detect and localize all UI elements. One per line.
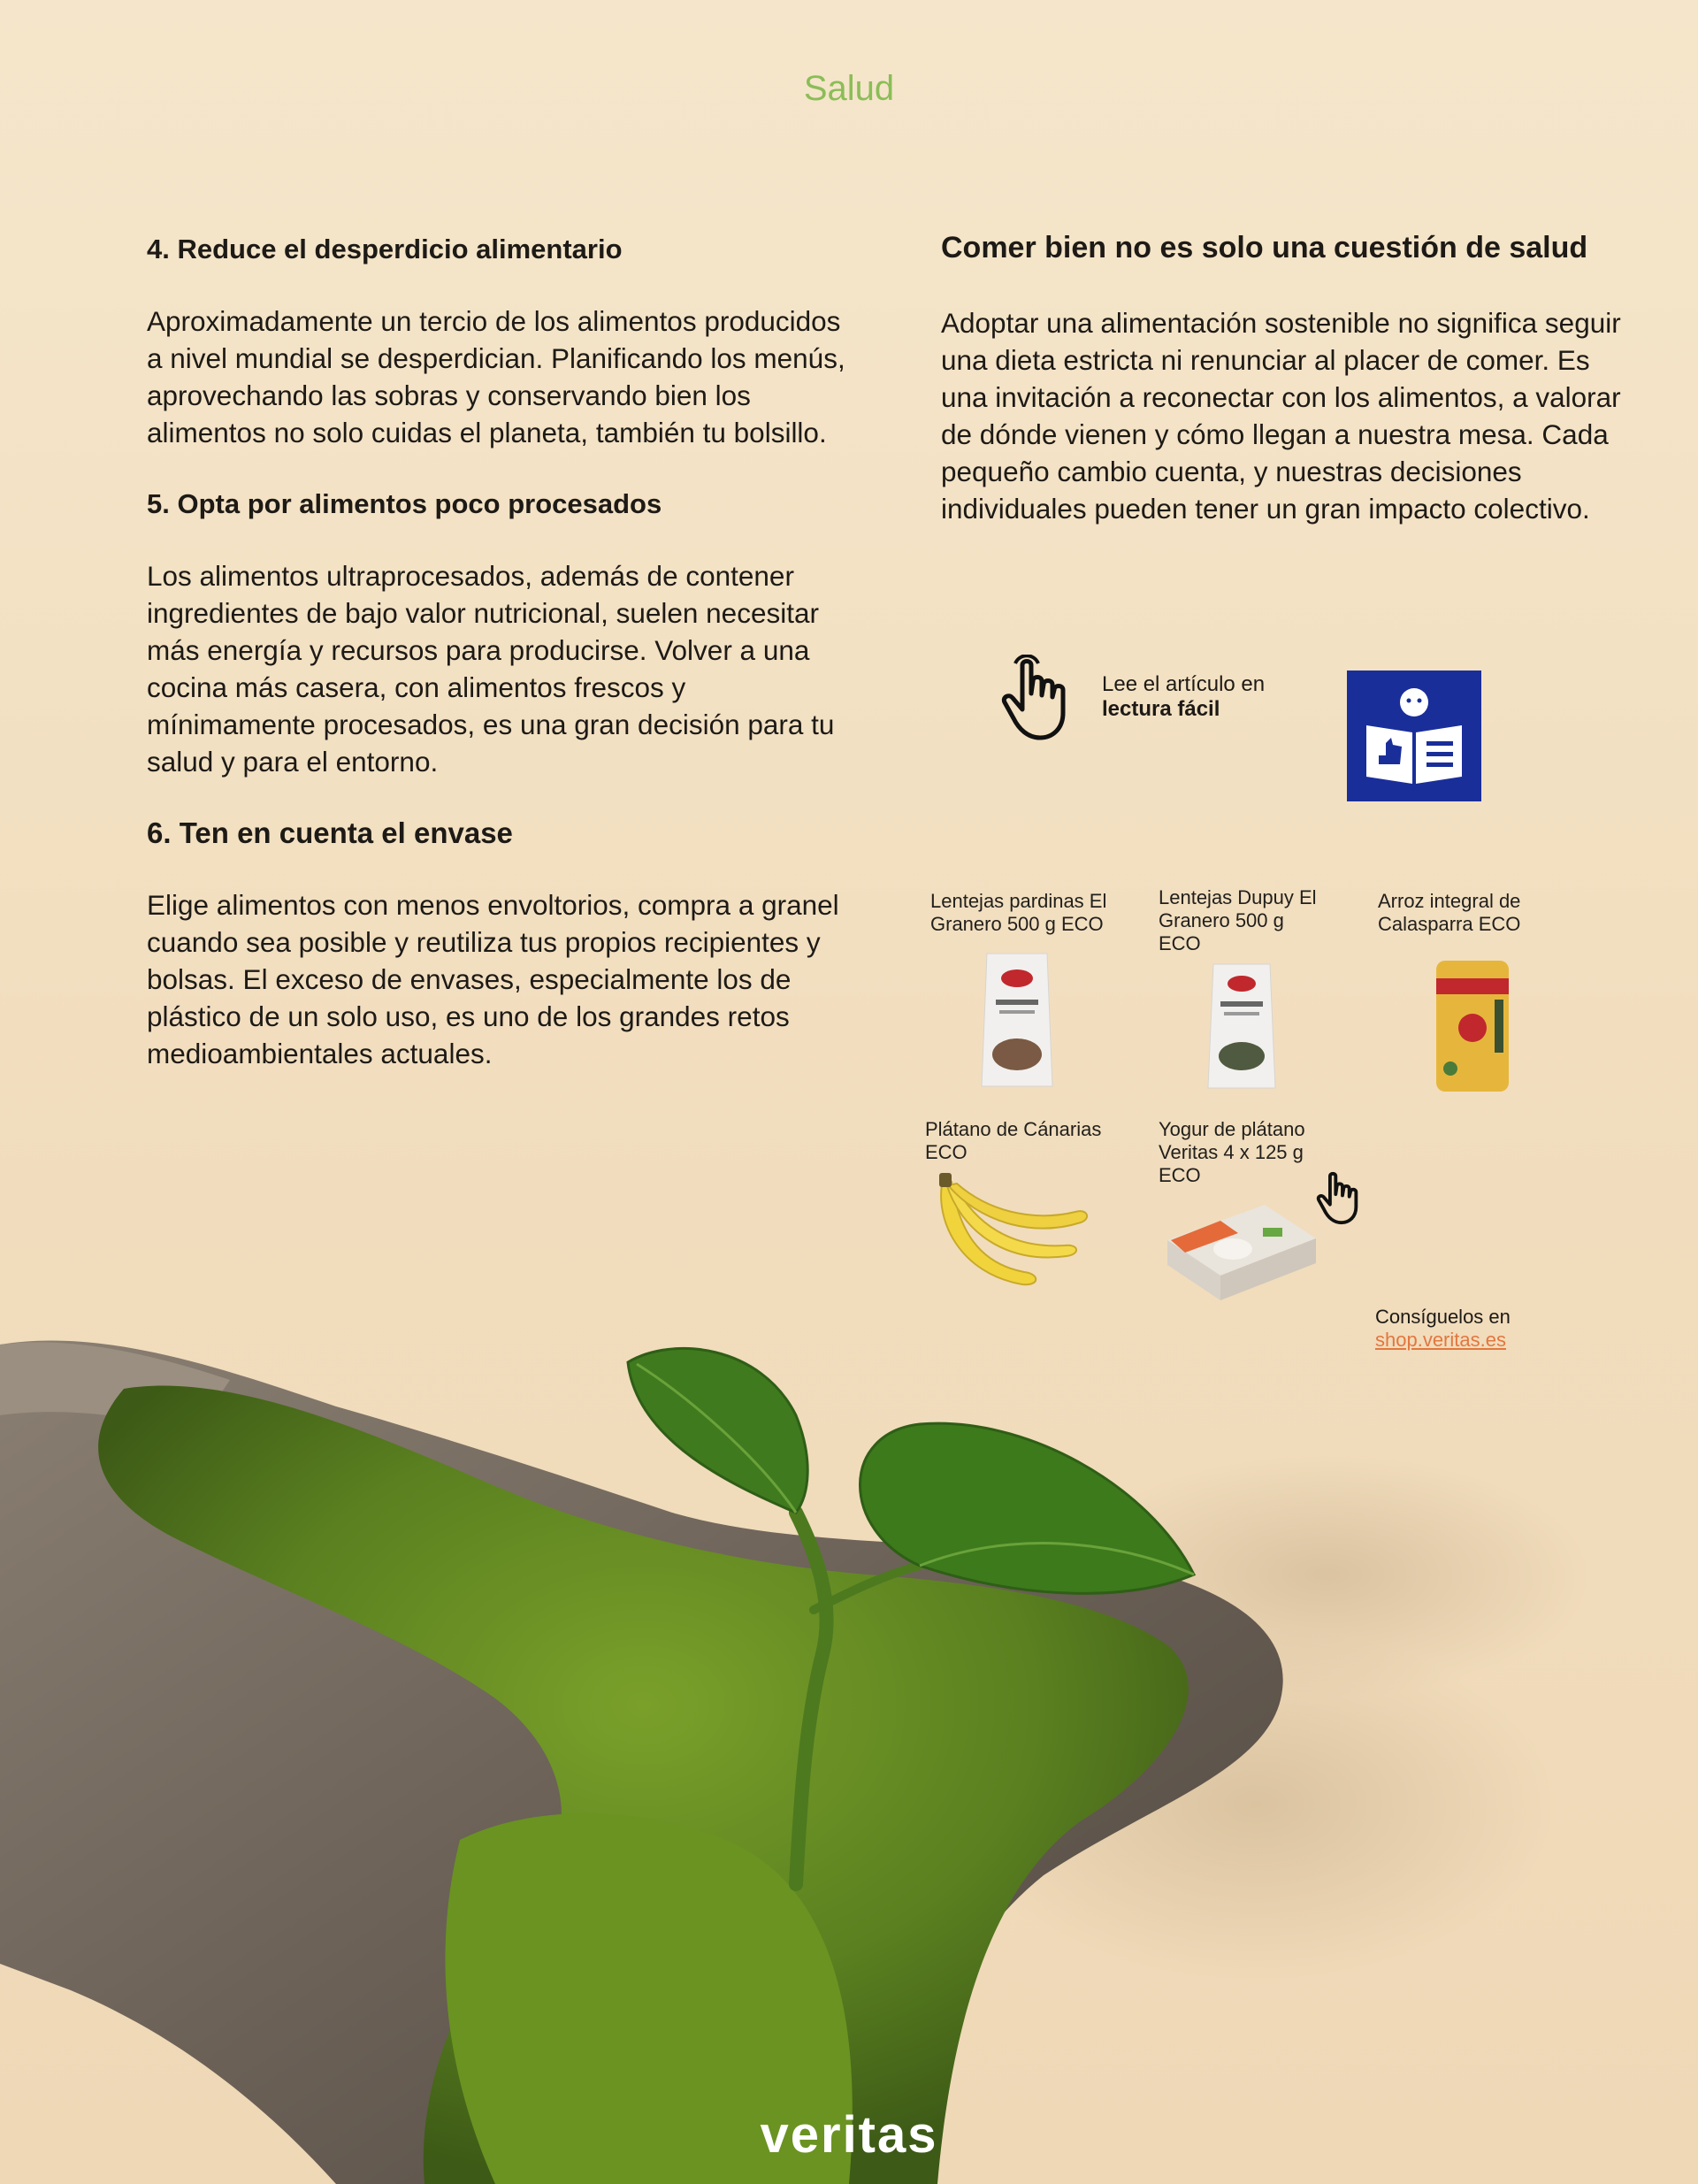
section-6-body: Elige alimentos con menos envoltorios, compra a granel cuando sea posible y reutiliza tus propios recipientes y bolsas. El exceso de envases, especialmente los de plástico de un solo uso, es uno de los grandes retos medioambientales actuales. [147,889,839,1069]
easy-read-line2: lectura fácil [1102,697,1220,721]
section-6-title: 6. Ten en cuenta el envase [147,816,513,849]
left-column [147,232,845,1072]
product-name: Yogur de plátano Veritas 4 x 125 g ECO [1159,1118,1305,1186]
section-5-title: 5. Opta por alimentos poco procesados [147,488,662,519]
reader-book-icon [1347,671,1481,801]
rice-pack-image [1424,955,1521,1097]
pointing-hand-icon [998,655,1086,743]
product-arroz-integral[interactable] [1378,890,1590,1097]
easy-read-logo[interactable] [1347,671,1481,801]
product-name: Lentejas pardinas El Granero 500 g ECO [930,890,1107,935]
right-column [941,228,1631,527]
product-name: Plátano de Cánarias ECO [925,1118,1102,1163]
product-platano[interactable] [925,1118,1137,1300]
section-4-title: 4. Reduce el desperdicio alimentario [147,234,623,264]
easy-read-text [1102,672,1265,722]
section-label: Salud [803,69,895,108]
veritas-logo: veritas [760,2106,938,2164]
moss-seedling-photo [0,1309,1698,2184]
right-title: Comer bien no es solo una cuestión de salud [941,231,1588,264]
product-lentejas-pardinas[interactable] [930,890,1143,1095]
product-yogur[interactable] [1159,1118,1335,1320]
yogurt-pack-image [1159,1187,1327,1320]
product-lentejas-dupuy[interactable] [1159,886,1327,1092]
lentil-bag-image [969,945,1075,1095]
section-4-body: Aproximadamente un tercio de los alimentos producidos a nivel mundial se desperdician. Planificando los menús, aprovechando las sobras y conservando bien los alimentos no solo cuidas el planeta, también tu bolsillo. [147,305,845,448]
banana-image [925,1168,1093,1300]
right-body: Adoptar una alimentación sostenible no significa seguir una dieta estricta ni renunciar al placer de comer. Es una invitación a reconectar con los alimentos, a valorar de dónde vienen y cómo llegan a nuestra mesa. Cada pequeño cambio cuenta, y nuestras decisiones individuales pueden tener un gran impacto colectivo. [941,307,1621,525]
shop-link[interactable]: shop.veritas.es [1375,1329,1506,1351]
product-name: Arroz integral de Calasparra ECO [1378,890,1521,935]
shop-label: Consíguelos en [1375,1306,1511,1328]
easy-read-line1: Lee el artículo en [1102,672,1266,696]
product-name: Lentejas Dupuy El Granero 500 g ECO [1159,886,1317,954]
pointing-hand-icon [1314,1169,1371,1226]
section-5-body: Los alimentos ultraprocesados, además de contener ingredientes de bajo valor nutricional, suelen necesitar más energía y recursos para producirse. Volver a una cocina más casera, con alimentos frescos y mínimamente procesados, es una gran decisión para tu salud y para el entorno. [147,560,835,778]
lentil-bag-image [1194,959,1300,1092]
